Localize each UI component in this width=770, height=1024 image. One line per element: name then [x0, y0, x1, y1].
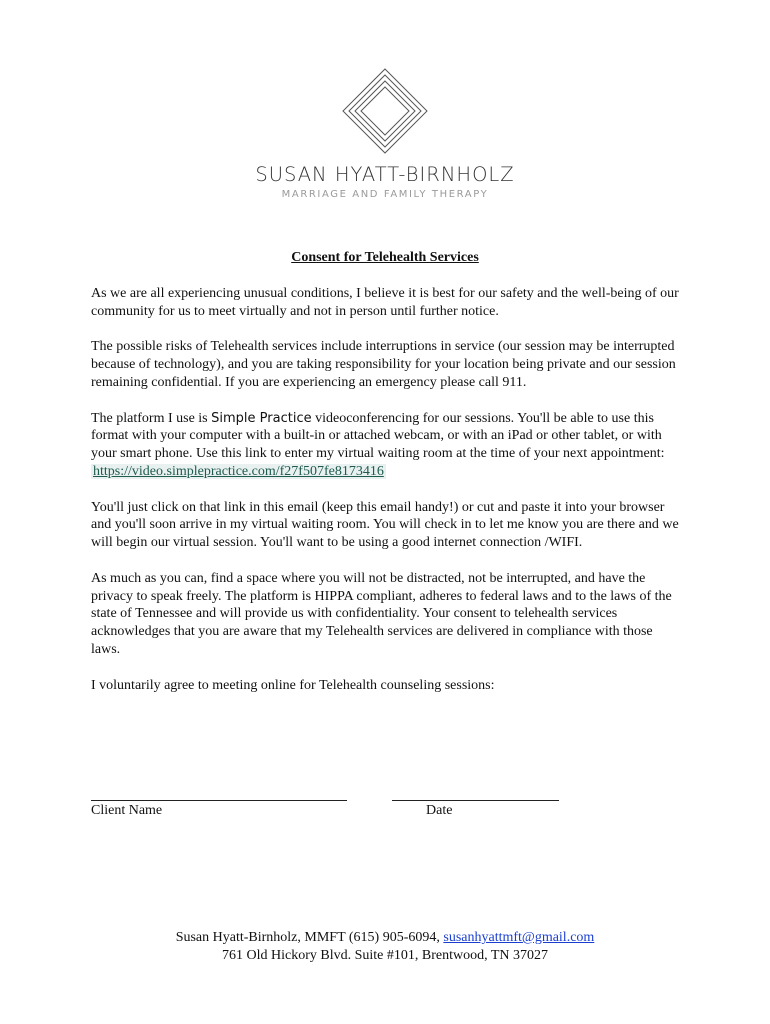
- paragraph-platform: [91, 410, 681, 481]
- brand-name: SUSAN HYATT-BIRNHOLZ: [255, 163, 515, 186]
- paragraph-risks: The possible risks of Telehealth services include interruptions in service (our session may be interrupted because of technology), and you are taking responsibility for your location being private and our session remaining confidential. If you are experiencing an emergency please call 911.: [91, 339, 676, 390]
- paragraph-instructions: You'll just click on that link in this email (keep this email handy!) or cut and paste it into your browser and you'll soon arrive in my virtual waiting room. You will check in to let me know you are there and we will begin our virtual session. You'll want to be using a good internet connection /WIFI.: [91, 499, 679, 551]
- footer-address: 761 Old Hickory Blvd. Suite #101, Brentwood, TN 37027: [221, 948, 548, 963]
- document-title: Consent for Telehealth Services: [291, 250, 479, 265]
- paragraph-intro: As we are all experiencing unusual conditions, I believe it is best for our safety and the well-being of our community for us to meet virtually and not in person until further notice.: [91, 286, 679, 319]
- footer: [0, 929, 770, 965]
- diamond-logo-icon: [340, 66, 430, 156]
- logo: [0, 66, 770, 201]
- document-body: [91, 285, 681, 712]
- platform-text-middle: videoconferencing for our sessions. You'll be able to use this format with your computer with a built-in or attached webcam, or with an iPad or other tablet, or with your smart phone. Use this link to enter my virtual waiting room at the time of your next appointment:: [91, 410, 665, 462]
- paragraph-privacy: As much as you can, find a space where you will not be distracted, not be interrupted, and have the privacy to speak freely. The platform is HIPPA compliant, adheres to federal laws and to the laws of the state of Tennessee and will provide us with confidentiality. Your consent to telehealth services acknowledges that you are aware that my Telehealth services are delivered in compliance with those laws.: [91, 570, 672, 657]
- paragraph-agreement: I voluntarily agree to meeting online for Telehealth counseling sessions:: [91, 677, 495, 693]
- platform-name: Simple Practice: [211, 410, 312, 426]
- date-label: Date: [426, 803, 453, 818]
- email-link[interactable]: susanhyattmft@gmail.com: [443, 930, 595, 945]
- date-signature-line[interactable]: [392, 800, 559, 801]
- brand-subtitle: MARRIAGE AND FAMILY THERAPY: [281, 189, 489, 200]
- waiting-room-link[interactable]: https://video.simplepractice.com/f27f507fe8173416: [93, 463, 384, 479]
- footer-contact-line: [0, 929, 770, 947]
- client-name-signature-line[interactable]: [91, 800, 347, 801]
- footer-contact-text: Susan Hyatt-Birnholz, MMFT (615) 905-6094,: [175, 930, 444, 945]
- platform-text-before: The platform I use is: [91, 410, 212, 426]
- client-name-label: Client Name: [91, 803, 163, 818]
